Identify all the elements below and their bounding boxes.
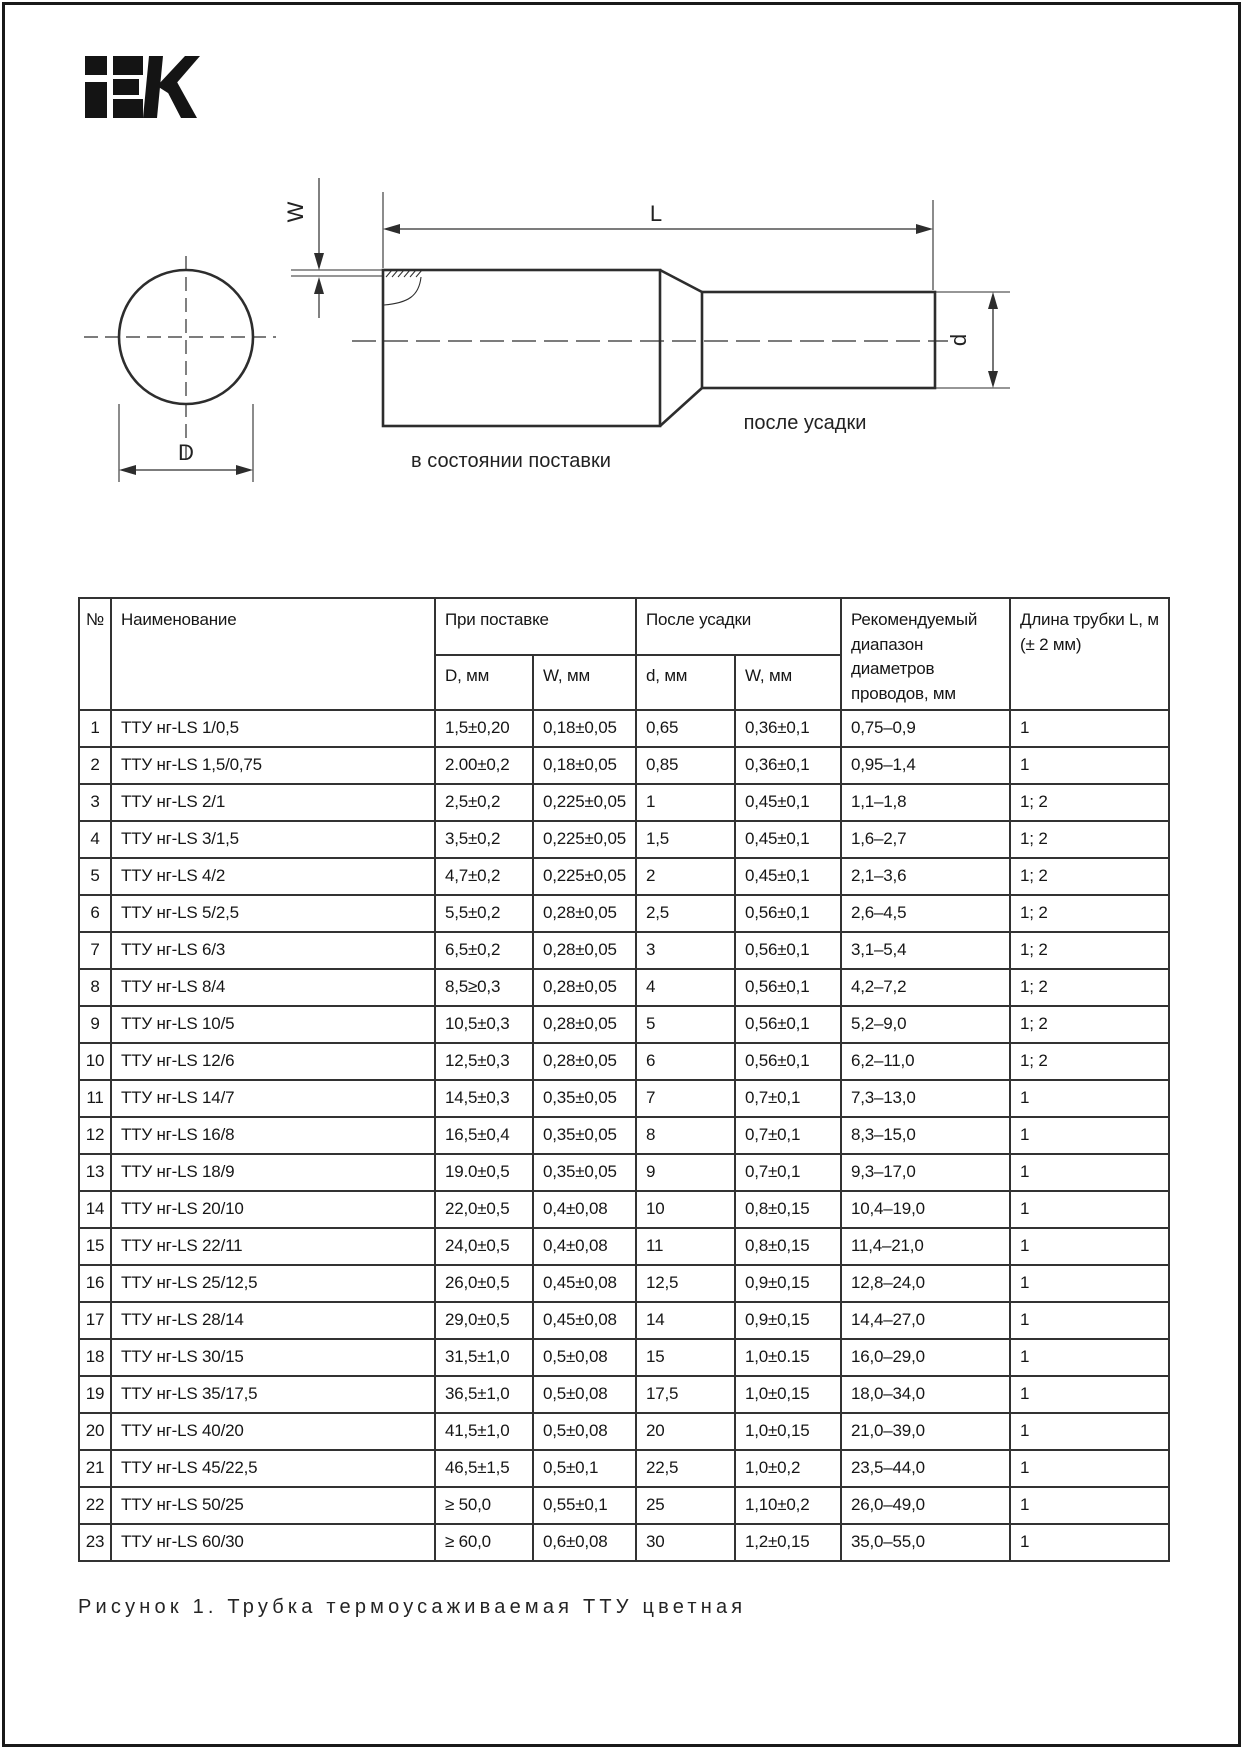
- table-cell: 0,56±0,1: [735, 969, 841, 1006]
- table-row: [79, 1154, 1169, 1191]
- table-cell: 26,0±0,5: [435, 1265, 533, 1302]
- table-cell: 0,45±0,1: [735, 858, 841, 895]
- table-cell: 0,28±0,05: [533, 895, 636, 932]
- table-cell: 22,0±0,5: [435, 1191, 533, 1228]
- table-cell: 2: [636, 858, 735, 895]
- table-cell: 9,3–17,0: [841, 1154, 1010, 1191]
- table-cell: 1,5±0,20: [435, 710, 533, 747]
- table-cell: 4: [636, 969, 735, 1006]
- table-cell: 0,18±0,05: [533, 710, 636, 747]
- table-cell: 8: [636, 1117, 735, 1154]
- table-cell: 1,1–1,8: [841, 784, 1010, 821]
- table-cell: 14: [79, 1191, 111, 1228]
- table-cell: 10: [79, 1043, 111, 1080]
- table-cell: ТТУ нг-LS 8/4: [111, 969, 435, 1006]
- table-cell: ТТУ нг-LS 10/5: [111, 1006, 435, 1043]
- table-cell: 41,5±1,0: [435, 1413, 533, 1450]
- table-cell: 6: [79, 895, 111, 932]
- table-cell: 4,2–7,2: [841, 969, 1010, 1006]
- table-cell: 0,75–0,9: [841, 710, 1010, 747]
- table-cell: 2,5±0,2: [435, 784, 533, 821]
- table-cell: 1; 2: [1010, 969, 1169, 1006]
- table-cell: ТТУ нг-LS 3/1,5: [111, 821, 435, 858]
- table-cell: 0,8±0,15: [735, 1228, 841, 1265]
- table-row: [79, 895, 1169, 932]
- label-after-shrink: после усадки: [743, 412, 867, 434]
- table-cell: 1: [1010, 1302, 1169, 1339]
- table-cell: 0,35±0,05: [533, 1117, 636, 1154]
- table-cell: 5: [79, 858, 111, 895]
- table-cell: ТТУ нг-LS 50/25: [111, 1487, 435, 1524]
- table-cell: 0,35±0,05: [533, 1080, 636, 1117]
- table-cell: 3: [636, 932, 735, 969]
- table-cell: 1,0±0.15: [735, 1339, 841, 1376]
- table-cell: 1,0±0,15: [735, 1413, 841, 1450]
- table-cell: 0,18±0,05: [533, 747, 636, 784]
- table-cell: 0,5±0,08: [533, 1376, 636, 1413]
- table-cell: 1: [1010, 1228, 1169, 1265]
- table-cell: 12,5±0,3: [435, 1043, 533, 1080]
- table-cell: 3: [79, 784, 111, 821]
- table-cell: 16: [79, 1265, 111, 1302]
- table-cell: 21: [79, 1450, 111, 1487]
- table-cell: 1: [1010, 1450, 1169, 1487]
- table-cell: 0,35±0,05: [533, 1154, 636, 1191]
- table-cell: 22,5: [636, 1450, 735, 1487]
- table-cell: 1,5: [636, 821, 735, 858]
- table-cell: 0,6±0,08: [533, 1524, 636, 1561]
- col-header-length: Длина трубки L, м (± 2 мм): [1010, 598, 1169, 710]
- table-cell: 1: [1010, 1154, 1169, 1191]
- table-cell: 1; 2: [1010, 932, 1169, 969]
- table-cell: 22: [79, 1487, 111, 1524]
- table-cell: 5,2–9,0: [841, 1006, 1010, 1043]
- table-cell: 21,0–39,0: [841, 1413, 1010, 1450]
- table-cell: 2.00±0,2: [435, 747, 533, 784]
- table-cell: 1,0±0,15: [735, 1376, 841, 1413]
- table-cell: 1,6–2,7: [841, 821, 1010, 858]
- table-cell: 1: [1010, 1376, 1169, 1413]
- table-cell: 0,225±0,05: [533, 821, 636, 858]
- table-cell: 1: [1010, 1487, 1169, 1524]
- table-cell: 1: [79, 710, 111, 747]
- table-row: [79, 784, 1169, 821]
- table-cell: 36,5±1,0: [435, 1376, 533, 1413]
- table-row: [79, 858, 1169, 895]
- table-cell: 14,4–27,0: [841, 1302, 1010, 1339]
- table-cell: ТТУ нг-LS 30/15: [111, 1339, 435, 1376]
- table-cell: 11: [636, 1228, 735, 1265]
- table-cell: 0,28±0,05: [533, 969, 636, 1006]
- table-row: [79, 1450, 1169, 1487]
- table-cell: 0,45±0,08: [533, 1302, 636, 1339]
- table-cell: 1: [1010, 747, 1169, 784]
- table-cell: 0,55±0,1: [533, 1487, 636, 1524]
- table-cell: 1; 2: [1010, 895, 1169, 932]
- table-row: [79, 1339, 1169, 1376]
- table-cell: 19: [79, 1376, 111, 1413]
- table-cell: 1,2±0,15: [735, 1524, 841, 1561]
- table-cell: 0,56±0,1: [735, 932, 841, 969]
- col-header-at-supply: При поставке: [435, 598, 636, 655]
- table-cell: ТТУ нг-LS 45/22,5: [111, 1450, 435, 1487]
- table-cell: 9: [79, 1006, 111, 1043]
- spec-table: [78, 597, 1170, 1562]
- dim-label-L: L: [649, 201, 663, 226]
- table-cell: 6,5±0,2: [435, 932, 533, 969]
- table-cell: 15: [636, 1339, 735, 1376]
- table-cell: ТТУ нг-LS 4/2: [111, 858, 435, 895]
- tubing-diagram: [0, 0, 1244, 520]
- table-row: [79, 969, 1169, 1006]
- table-row: [79, 1043, 1169, 1080]
- table-cell: 10: [636, 1191, 735, 1228]
- table-cell: 0,56±0,1: [735, 895, 841, 932]
- table-cell: 24,0±0,5: [435, 1228, 533, 1265]
- table-cell: 0,9±0,15: [735, 1265, 841, 1302]
- col-header-range: Рекомендуемый диапазон диаметров проводов, мм: [841, 598, 1010, 710]
- table-cell: 14,5±0,3: [435, 1080, 533, 1117]
- table-cell: ТТУ нг-LS 1/0,5: [111, 710, 435, 747]
- table-cell: 0,28±0,05: [533, 1006, 636, 1043]
- table-cell: 6: [636, 1043, 735, 1080]
- table-cell: 0,9±0,15: [735, 1302, 841, 1339]
- table-row: [79, 1376, 1169, 1413]
- table-cell: ТТУ нг-LS 2/1: [111, 784, 435, 821]
- table-cell: 0,4±0,08: [533, 1191, 636, 1228]
- tube-shrunk-outline: [702, 292, 935, 388]
- table-cell: 8,5≥0,3: [435, 969, 533, 1006]
- table-cell: 26,0–49,0: [841, 1487, 1010, 1524]
- table-cell: ТТУ нг-LS 5/2,5: [111, 895, 435, 932]
- table-cell: 1: [1010, 1524, 1169, 1561]
- table-cell: 0,45±0,1: [735, 784, 841, 821]
- table-cell: 1: [1010, 1339, 1169, 1376]
- table-cell: 0,4±0,08: [533, 1228, 636, 1265]
- table-cell: ТТУ нг-LS 25/12,5: [111, 1265, 435, 1302]
- table-cell: 4: [79, 821, 111, 858]
- table-cell: 0,5±0,1: [533, 1450, 636, 1487]
- table-cell: 2: [79, 747, 111, 784]
- table-cell: 0,45±0,08: [533, 1265, 636, 1302]
- table-cell: 23: [79, 1524, 111, 1561]
- table-cell: ТТУ нг-LS 6/3: [111, 932, 435, 969]
- table-cell: 12,8–24,0: [841, 1265, 1010, 1302]
- table-cell: ТТУ нг-LS 35/17,5: [111, 1376, 435, 1413]
- table-cell: 1; 2: [1010, 1006, 1169, 1043]
- table-cell: 0,45±0,1: [735, 821, 841, 858]
- table-cell: 13: [79, 1154, 111, 1191]
- table-cell: ТТУ нг-LS 1,5/0,75: [111, 747, 435, 784]
- table-row: [79, 1265, 1169, 1302]
- table-cell: 2,5: [636, 895, 735, 932]
- col-header-W2-mm: W, мм: [735, 655, 841, 709]
- table-cell: 16,5±0,4: [435, 1117, 533, 1154]
- table-cell: 18: [79, 1339, 111, 1376]
- table-cell: 1; 2: [1010, 821, 1169, 858]
- table-cell: 1: [1010, 1117, 1169, 1154]
- table-cell: 0,36±0,1: [735, 747, 841, 784]
- table-cell: 14: [636, 1302, 735, 1339]
- table-cell: 6,2–11,0: [841, 1043, 1010, 1080]
- table-cell: 0,5±0,08: [533, 1413, 636, 1450]
- table-cell: 4,7±0,2: [435, 858, 533, 895]
- table-cell: 0,28±0,05: [533, 932, 636, 969]
- col-header-D-mm: D, мм: [435, 655, 533, 709]
- table-row: [79, 1191, 1169, 1228]
- table-cell: 29,0±0,5: [435, 1302, 533, 1339]
- table-cell: 2,6–4,5: [841, 895, 1010, 932]
- table-row: [79, 821, 1169, 858]
- table-cell: 0,5±0,08: [533, 1339, 636, 1376]
- table-cell: 1,10±0,2: [735, 1487, 841, 1524]
- table-cell: ТТУ нг-LS 20/10: [111, 1191, 435, 1228]
- table-row: [79, 1413, 1169, 1450]
- table-row: [79, 1006, 1169, 1043]
- table-cell: 46,5±1,5: [435, 1450, 533, 1487]
- col-header-num: №: [79, 598, 111, 710]
- table-cell: 35,0–55,0: [841, 1524, 1010, 1561]
- table-row: [79, 1080, 1169, 1117]
- table-row: [79, 1117, 1169, 1154]
- table-cell: 0,225±0,05: [533, 784, 636, 821]
- table-cell: 0,56±0,1: [735, 1043, 841, 1080]
- table-cell: 5,5±0,2: [435, 895, 533, 932]
- table-cell: 2,1–3,6: [841, 858, 1010, 895]
- table-cell: 7,3–13,0: [841, 1080, 1010, 1117]
- table-cell: 1: [1010, 1080, 1169, 1117]
- label-supplied-state: в состоянии поставки: [411, 450, 611, 472]
- table-cell: 1: [1010, 710, 1169, 747]
- table-row: [79, 1487, 1169, 1524]
- table-cell: 1: [636, 784, 735, 821]
- table-cell: 30: [636, 1524, 735, 1561]
- table-cell: 7: [636, 1080, 735, 1117]
- table-cell: 8: [79, 969, 111, 1006]
- table-cell: 15: [79, 1228, 111, 1265]
- table-row: [79, 710, 1169, 747]
- table-cell: 16,0–29,0: [841, 1339, 1010, 1376]
- table-cell: 0,85: [636, 747, 735, 784]
- table-cell: 0,8±0,15: [735, 1191, 841, 1228]
- table-cell: ТТУ нг-LS 18/9: [111, 1154, 435, 1191]
- table-cell: 20: [636, 1413, 735, 1450]
- table-cell: 19.0±0,5: [435, 1154, 533, 1191]
- table-cell: ТТУ нг-LS 12/6: [111, 1043, 435, 1080]
- dim-label-D: D: [178, 440, 194, 465]
- table-cell: 23,5–44,0: [841, 1450, 1010, 1487]
- table-cell: 1; 2: [1010, 784, 1169, 821]
- figure-caption: Рисунок 1. Трубка термоусаживаемая ТТУ цветная: [78, 1596, 747, 1618]
- table-cell: 7: [79, 932, 111, 969]
- dim-label-d: d: [946, 333, 971, 347]
- table-cell: 0,28±0,05: [533, 1043, 636, 1080]
- table-cell: 0,95–1,4: [841, 747, 1010, 784]
- table-cell: 31,5±1,0: [435, 1339, 533, 1376]
- col-header-d-mm: d, мм: [636, 655, 735, 709]
- table-cell: 1,0±0,2: [735, 1450, 841, 1487]
- table-cell: 17,5: [636, 1376, 735, 1413]
- table-cell: ТТУ нг-LS 60/30: [111, 1524, 435, 1561]
- table-cell: 12,5: [636, 1265, 735, 1302]
- table-cell: ТТУ нг-LS 40/20: [111, 1413, 435, 1450]
- table-cell: 10,4–19,0: [841, 1191, 1010, 1228]
- table-cell: 0,36±0,1: [735, 710, 841, 747]
- table-cell: 3,1–5,4: [841, 932, 1010, 969]
- table-row: [79, 1524, 1169, 1561]
- table-cell: 1; 2: [1010, 1043, 1169, 1080]
- table-cell: 0,65: [636, 710, 735, 747]
- table-cell: 5: [636, 1006, 735, 1043]
- dim-label-W: W: [283, 201, 308, 223]
- table-cell: ≥ 50,0: [435, 1487, 533, 1524]
- table-cell: ТТУ нг-LS 14/7: [111, 1080, 435, 1117]
- table-cell: 0,225±0,05: [533, 858, 636, 895]
- table-cell: 0,7±0,1: [735, 1117, 841, 1154]
- table-cell: 1: [1010, 1413, 1169, 1450]
- table-cell: ТТУ нг-LS 22/11: [111, 1228, 435, 1265]
- table-cell: 3,5±0,2: [435, 821, 533, 858]
- col-header-after-shrink: После усадки: [636, 598, 841, 655]
- table-cell: 18,0–34,0: [841, 1376, 1010, 1413]
- table-row: [79, 1228, 1169, 1265]
- table-row: [79, 932, 1169, 969]
- table-cell: 11: [79, 1080, 111, 1117]
- table-cell: 9: [636, 1154, 735, 1191]
- table-cell: ≥ 60,0: [435, 1524, 533, 1561]
- table-cell: ТТУ нг-LS 16/8: [111, 1117, 435, 1154]
- tube-supplied-outline: [383, 270, 660, 426]
- table-cell: 25: [636, 1487, 735, 1524]
- table-cell: 0,7±0,1: [735, 1080, 841, 1117]
- col-header-W-mm: W, мм: [533, 655, 636, 709]
- table-cell: 10,5±0,3: [435, 1006, 533, 1043]
- table-cell: 1: [1010, 1265, 1169, 1302]
- table-cell: 0,56±0,1: [735, 1006, 841, 1043]
- table-row: [79, 747, 1169, 784]
- table-cell: 20: [79, 1413, 111, 1450]
- table-cell: 1; 2: [1010, 858, 1169, 895]
- table-cell: 11,4–21,0: [841, 1228, 1010, 1265]
- table-cell: 0,7±0,1: [735, 1154, 841, 1191]
- table-cell: 8,3–15,0: [841, 1117, 1010, 1154]
- table-cell: ТТУ нг-LS 28/14: [111, 1302, 435, 1339]
- table-cell: 1: [1010, 1191, 1169, 1228]
- table-cell: 17: [79, 1302, 111, 1339]
- table-row: [79, 1302, 1169, 1339]
- table-cell: 12: [79, 1117, 111, 1154]
- col-header-name: Наименование: [111, 598, 435, 710]
